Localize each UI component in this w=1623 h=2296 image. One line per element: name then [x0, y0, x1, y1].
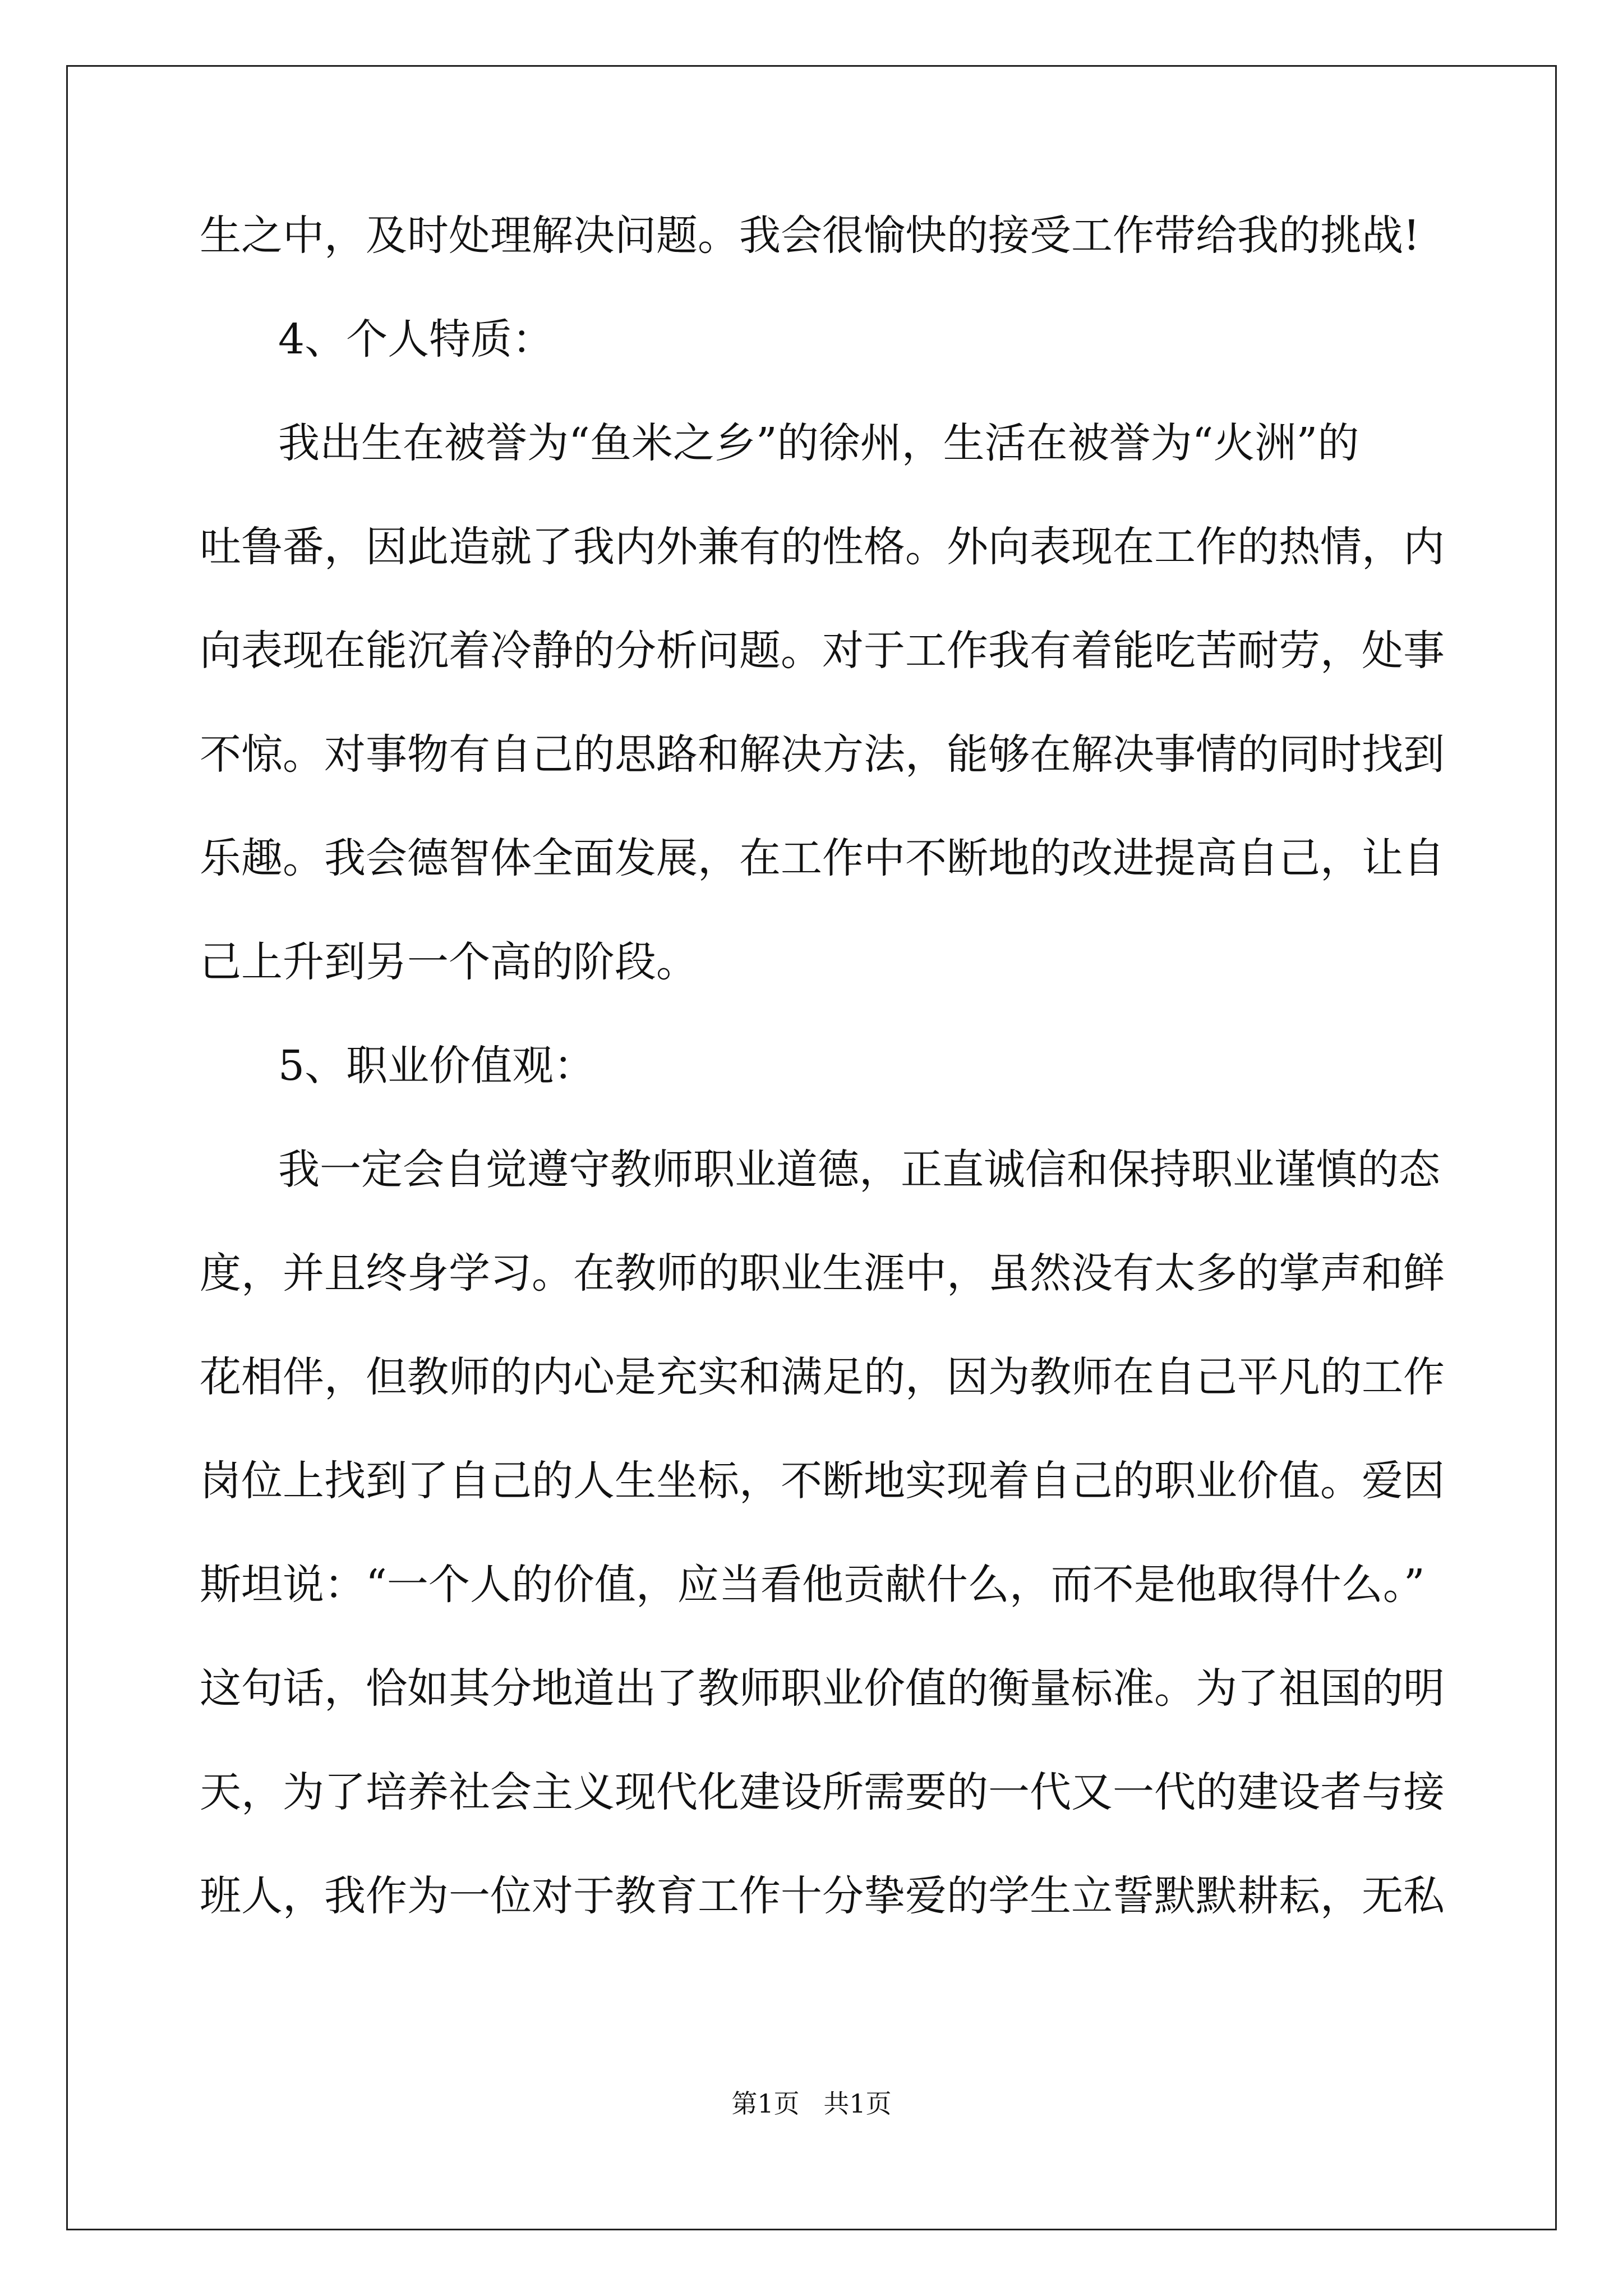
text-line: 度，并且终身学习。在教师的职业生涯中，虽然没有太多的掌声和鲜 [200, 1249, 1445, 1297]
text-line: 向表现在能沉着冷静的分析问题。对于工作我有着能吃苦耐劳，处事 [200, 627, 1445, 675]
text-line: 乐趣。我会德智体全面发展，在工作中不断地的改进提高自己，让自 [200, 834, 1445, 882]
paragraph-first-line: 我出生在被誉为“鱼米之乡”的徐州，生活在被誉为“火洲”的 [278, 419, 1359, 467]
text-line: 花相伴，但教师的内心是充实和满足的，因为教师在自己平凡的工作 [200, 1353, 1445, 1401]
paragraph-first-line: 我一定会自觉遵守教师职业道德，正直诚信和保持职业谨慎的态 [278, 1145, 1440, 1194]
section-heading: 5、职业价值观： [278, 1042, 596, 1090]
text-line: 不惊。对事物有自己的思路和解决方法，能够在解决事情的同时找到 [200, 730, 1445, 779]
page-number: 第1页 [731, 2088, 800, 2119]
page-footer [0, 2087, 1623, 2120]
text-line: 生之中，及时处理解决问题。我会很愉快的接受工作带给我的挑战! [200, 211, 1420, 260]
text-line: 天，为了培养社会主义现代化建设所需要的一代又一代的建设者与接 [200, 1768, 1445, 1816]
text-line: 岗位上找到了自己的人生坐标，不断地实现着自己的职业价值。爱因 [200, 1457, 1445, 1505]
text-line: 班人，我作为一位对于教育工作十分挚爱的学生立誓默默耕耘，无私 [200, 1872, 1445, 1920]
text-line: 斯坦说：“一个人的价值，应当看他贡献什么，而不是他取得什么。” [200, 1561, 1425, 1609]
section-heading: 4、个人特质： [278, 315, 554, 364]
text-line: 己上升到另一个高的阶段。 [200, 938, 698, 986]
page-total: 共1页 [823, 2088, 892, 2119]
text-line: 吐鲁番，因此造就了我内外兼有的性格。外向表现在工作的热情，内 [200, 523, 1445, 571]
text-line: 这句话，恰如其分地道出了教师职业价值的衡量标准。为了祖国的明 [200, 1664, 1445, 1713]
